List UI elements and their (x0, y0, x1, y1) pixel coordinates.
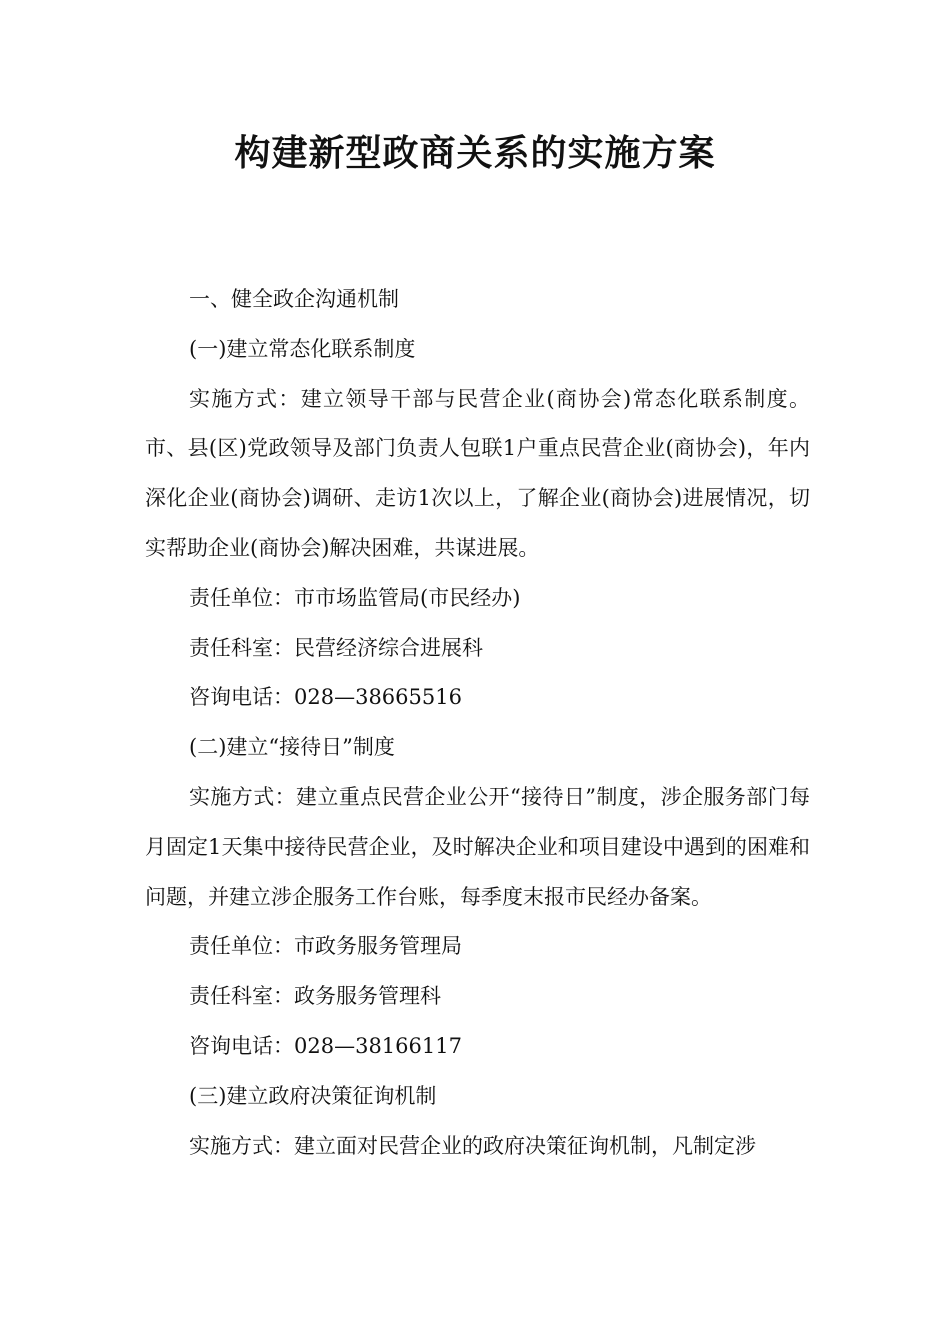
paragraph: (二)建立“接待日”制度 (189, 735, 395, 760)
paragraph: 责任科室：政务服务管理科 (189, 984, 441, 1009)
paragraph: 实施方式：建立面对民营企业的政府决策征询机制，凡制定涉 (189, 1133, 756, 1158)
paragraph: 一、健全政企沟通机制 (189, 287, 399, 311)
paragraph: 责任科室：民营经济综合进展科 (189, 635, 483, 660)
paragraph: 实施方式：建立领导干部与民营企业(商协会)常态化联系制度。市、县(区)党政领导及部门负责人包联1户重点民营企业(商协会)，年内深化企业(商协会)调研、走访1次以上，了解企业(商协会)进展情况，切实帮助企业(商协会)解决困难，共谋进展。 (145, 386, 810, 560)
paragraph: 责任单位：市政务服务管理局 (189, 934, 462, 959)
paragraph: (三)建立政府决策征询机制 (189, 1083, 437, 1108)
document-title: 构建新型政商关系的实施方案 (234, 133, 716, 174)
paragraph: (一)建立常态化联系制度 (189, 336, 416, 361)
paragraph: 咨询电话：028—38665516 (189, 685, 462, 710)
paragraph: 实施方式：建立重点民营企业公开“接待日”制度，涉企服务部门每月固定1天集中接待民营企业，及时解决企业和项目建设中遇到的困难和问题，并建立涉企服务工作台账，每季度末报市民经办备案。 (145, 784, 810, 909)
paragraph: 咨询电话：028—38166117 (189, 1033, 462, 1058)
document-body (145, 275, 810, 1171)
paragraph: 责任单位：市市场监管局(市民经办) (189, 585, 521, 610)
